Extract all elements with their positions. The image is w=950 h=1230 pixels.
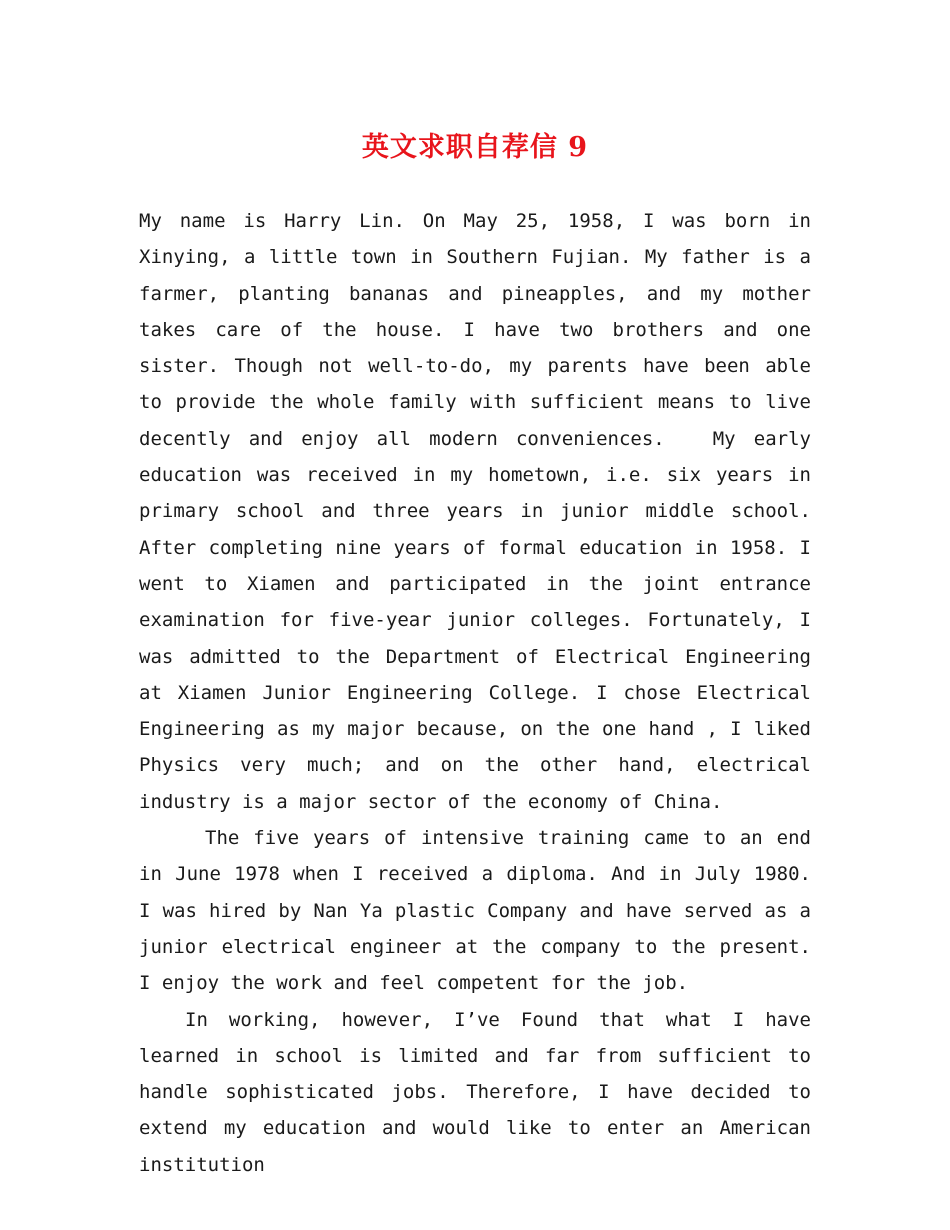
paragraph-1-part-1: My name is Harry Lin. On May 25, 1958, I was born in Xinying, a little town in Southern Fujian. My father is a farmer, planting bananas and pineapples, and my mother takes care of the house. I have two brothers and one sister. Though not well-to-do, my parents have been able to provide the whole family with sufficient means to live decently and enjoy all modern conveniences. <box>139 210 811 450</box>
paragraph-1-part-2: My early education was received in my hometown, i.e. six years in primary school and three years in junior middle school. After completing nine years of formal education in 1958. I went to Xiamen and participated in the joint entrance examination for five-year junior colleges. Fortunately, I was admitted to the Department of Electrical Engineering at Xiamen Junior Engineering College. I chose Electrical Engineering as my major because, on the one hand , I liked Physics very much; and on the other hand, electrical industry is a major sector of the economy of China. <box>139 427 811 813</box>
paragraph-1 <box>139 203 811 820</box>
document-title: 英文求职自荐信 9 <box>361 132 589 163</box>
document-body <box>139 203 811 1183</box>
paragraph-2: The five years of intensive training came to an end in June 1978 when I received a diploma. And in July 1980. I was hired by Nan Ya plastic Company and have served as a junior electrical engineer at the company to the present. I enjoy the work and feel competent for the job. <box>139 827 811 995</box>
paragraph-3: In working, however, I’ve Found that what I have learned in school is limited and far from sufficient to handle sophisticated jobs. Therefore, I have decided to extend my education and would like to enter an American institution <box>139 1008 811 1176</box>
